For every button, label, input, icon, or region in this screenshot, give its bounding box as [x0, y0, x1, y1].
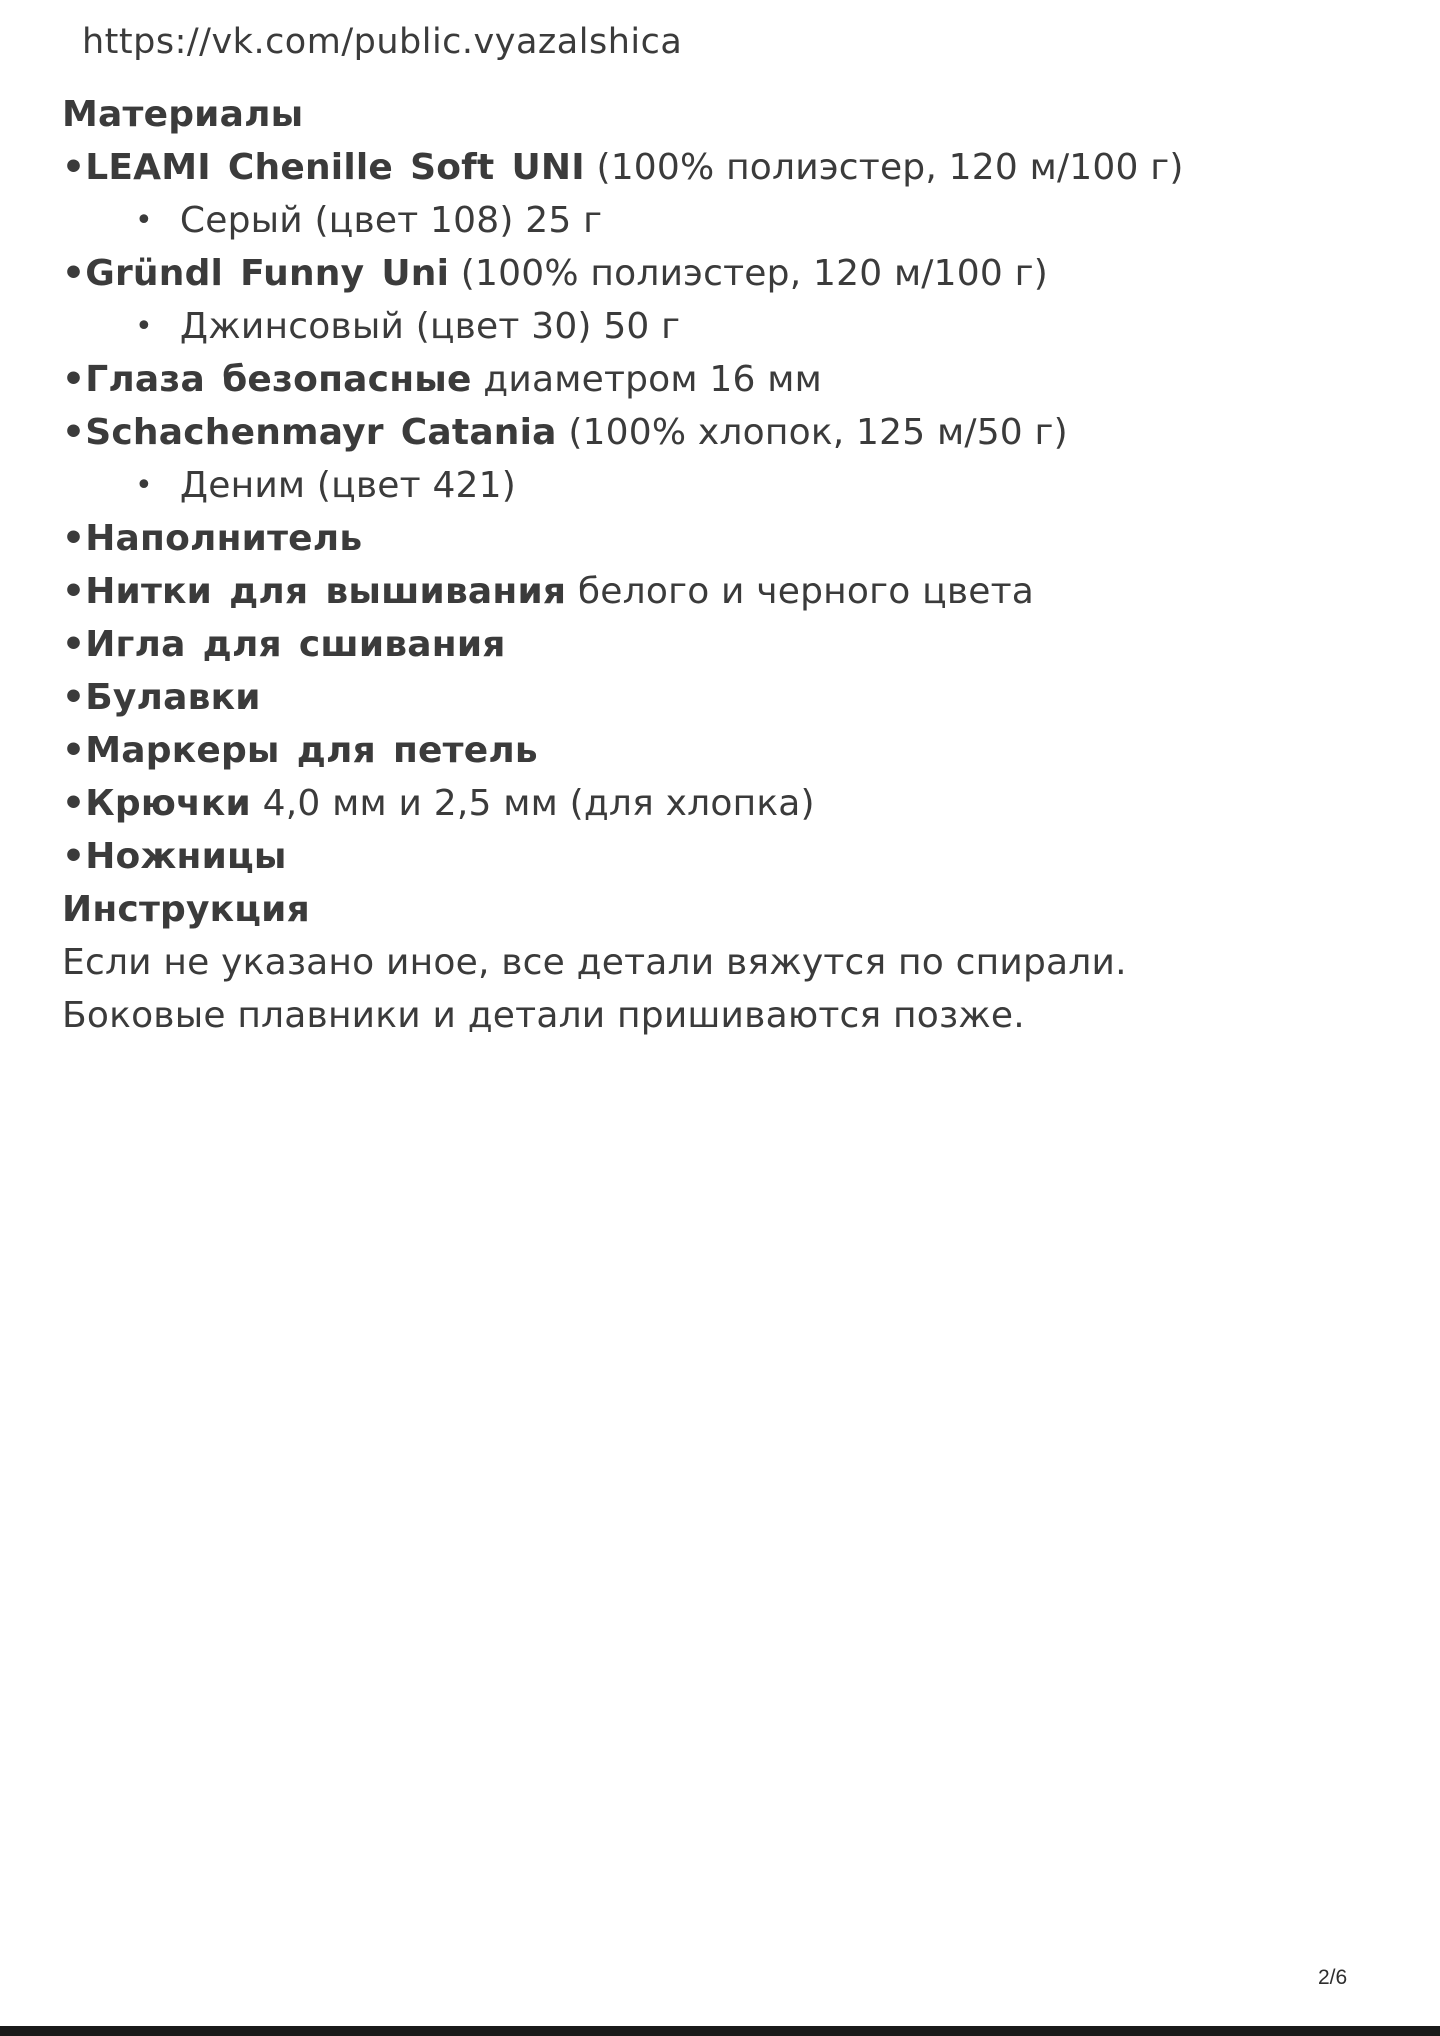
- material-detail: диаметром 16 мм: [471, 359, 822, 400]
- bullet-marker: •: [62, 783, 86, 824]
- material-detail: белого и черного цвета: [566, 571, 1035, 612]
- bullet-marker: •: [62, 253, 86, 294]
- material-name: Ножницы: [85, 836, 287, 877]
- material-item-schachenmayr: [62, 406, 1184, 459]
- material-item-scissors: [62, 830, 1184, 883]
- subitem-text: Джинсовый (цвет 30) 50 г: [179, 306, 681, 347]
- material-item-sewing-needle: [62, 618, 1184, 671]
- material-name: Наполнитель: [85, 518, 363, 559]
- source-url-text: https://vk.com/public.vyazalshica: [82, 22, 683, 62]
- page-number: 2/6: [1318, 1966, 1348, 1989]
- bullet-marker: •: [62, 147, 86, 188]
- subitem-text: Серый (цвет 108) 25 г: [179, 200, 603, 241]
- material-subitem-denim: [62, 459, 1184, 512]
- material-item-leami: [62, 141, 1184, 194]
- material-item-pins: [62, 671, 1184, 724]
- bullet-marker: •: [62, 571, 86, 612]
- sub-bullet-marker: •: [135, 203, 153, 238]
- material-name: Крючки: [85, 783, 251, 824]
- document-body: [62, 88, 1184, 1042]
- bullet-marker: •: [62, 624, 86, 665]
- instructions-heading: Инструкция: [62, 889, 310, 930]
- bullet-marker: •: [62, 836, 86, 877]
- bullet-marker: •: [62, 518, 86, 559]
- material-name: Schachenmayr Catania: [85, 412, 557, 453]
- bullet-marker: •: [62, 359, 86, 400]
- material-name: Gründl Funny Uni: [85, 253, 450, 294]
- instruction-line-spiral: Если не указано иное, все детали вяжутся по спирали.: [62, 942, 1127, 983]
- bottom-edge-bar: [0, 2026, 1440, 2036]
- bullet-marker: •: [62, 677, 86, 718]
- material-subitem-jeans: [62, 300, 1184, 353]
- sub-bullet-marker: •: [135, 468, 153, 503]
- material-name: Маркеры для петель: [85, 730, 538, 771]
- instruction-line-fins: Боковые плавники и детали пришиваются позже.: [62, 995, 1025, 1036]
- material-name: Игла для сшивания: [85, 624, 506, 665]
- material-detail: (100% хлопок, 125 м/50 г): [556, 412, 1068, 453]
- material-name: LEAMI Chenille Soft UNI: [85, 147, 585, 188]
- material-name: Булавки: [85, 677, 261, 718]
- material-item-embroidery-thread: [62, 565, 1184, 618]
- bullet-marker: •: [62, 730, 86, 771]
- material-item-safety-eyes: [62, 353, 1184, 406]
- material-name: Нитки для вышивания: [85, 571, 567, 612]
- material-item-stitch-markers: [62, 724, 1184, 777]
- materials-heading: Материалы: [62, 94, 304, 135]
- bullet-marker: •: [62, 412, 86, 453]
- sub-bullet-marker: •: [135, 309, 153, 344]
- material-name: Глаза безопасные: [85, 359, 472, 400]
- subitem-text: Деним (цвет 421): [179, 465, 517, 506]
- material-item-stuffing: [62, 512, 1184, 565]
- material-item-grundl: [62, 247, 1184, 300]
- material-item-hooks: [62, 777, 1184, 830]
- material-subitem-grey: [62, 194, 1184, 247]
- material-detail: (100% полиэстер, 120 м/100 г): [449, 253, 1048, 294]
- material-detail: (100% полиэстер, 120 м/100 г): [584, 147, 1184, 188]
- material-detail: 4,0 мм и 2,5 мм (для хлопка): [251, 783, 815, 824]
